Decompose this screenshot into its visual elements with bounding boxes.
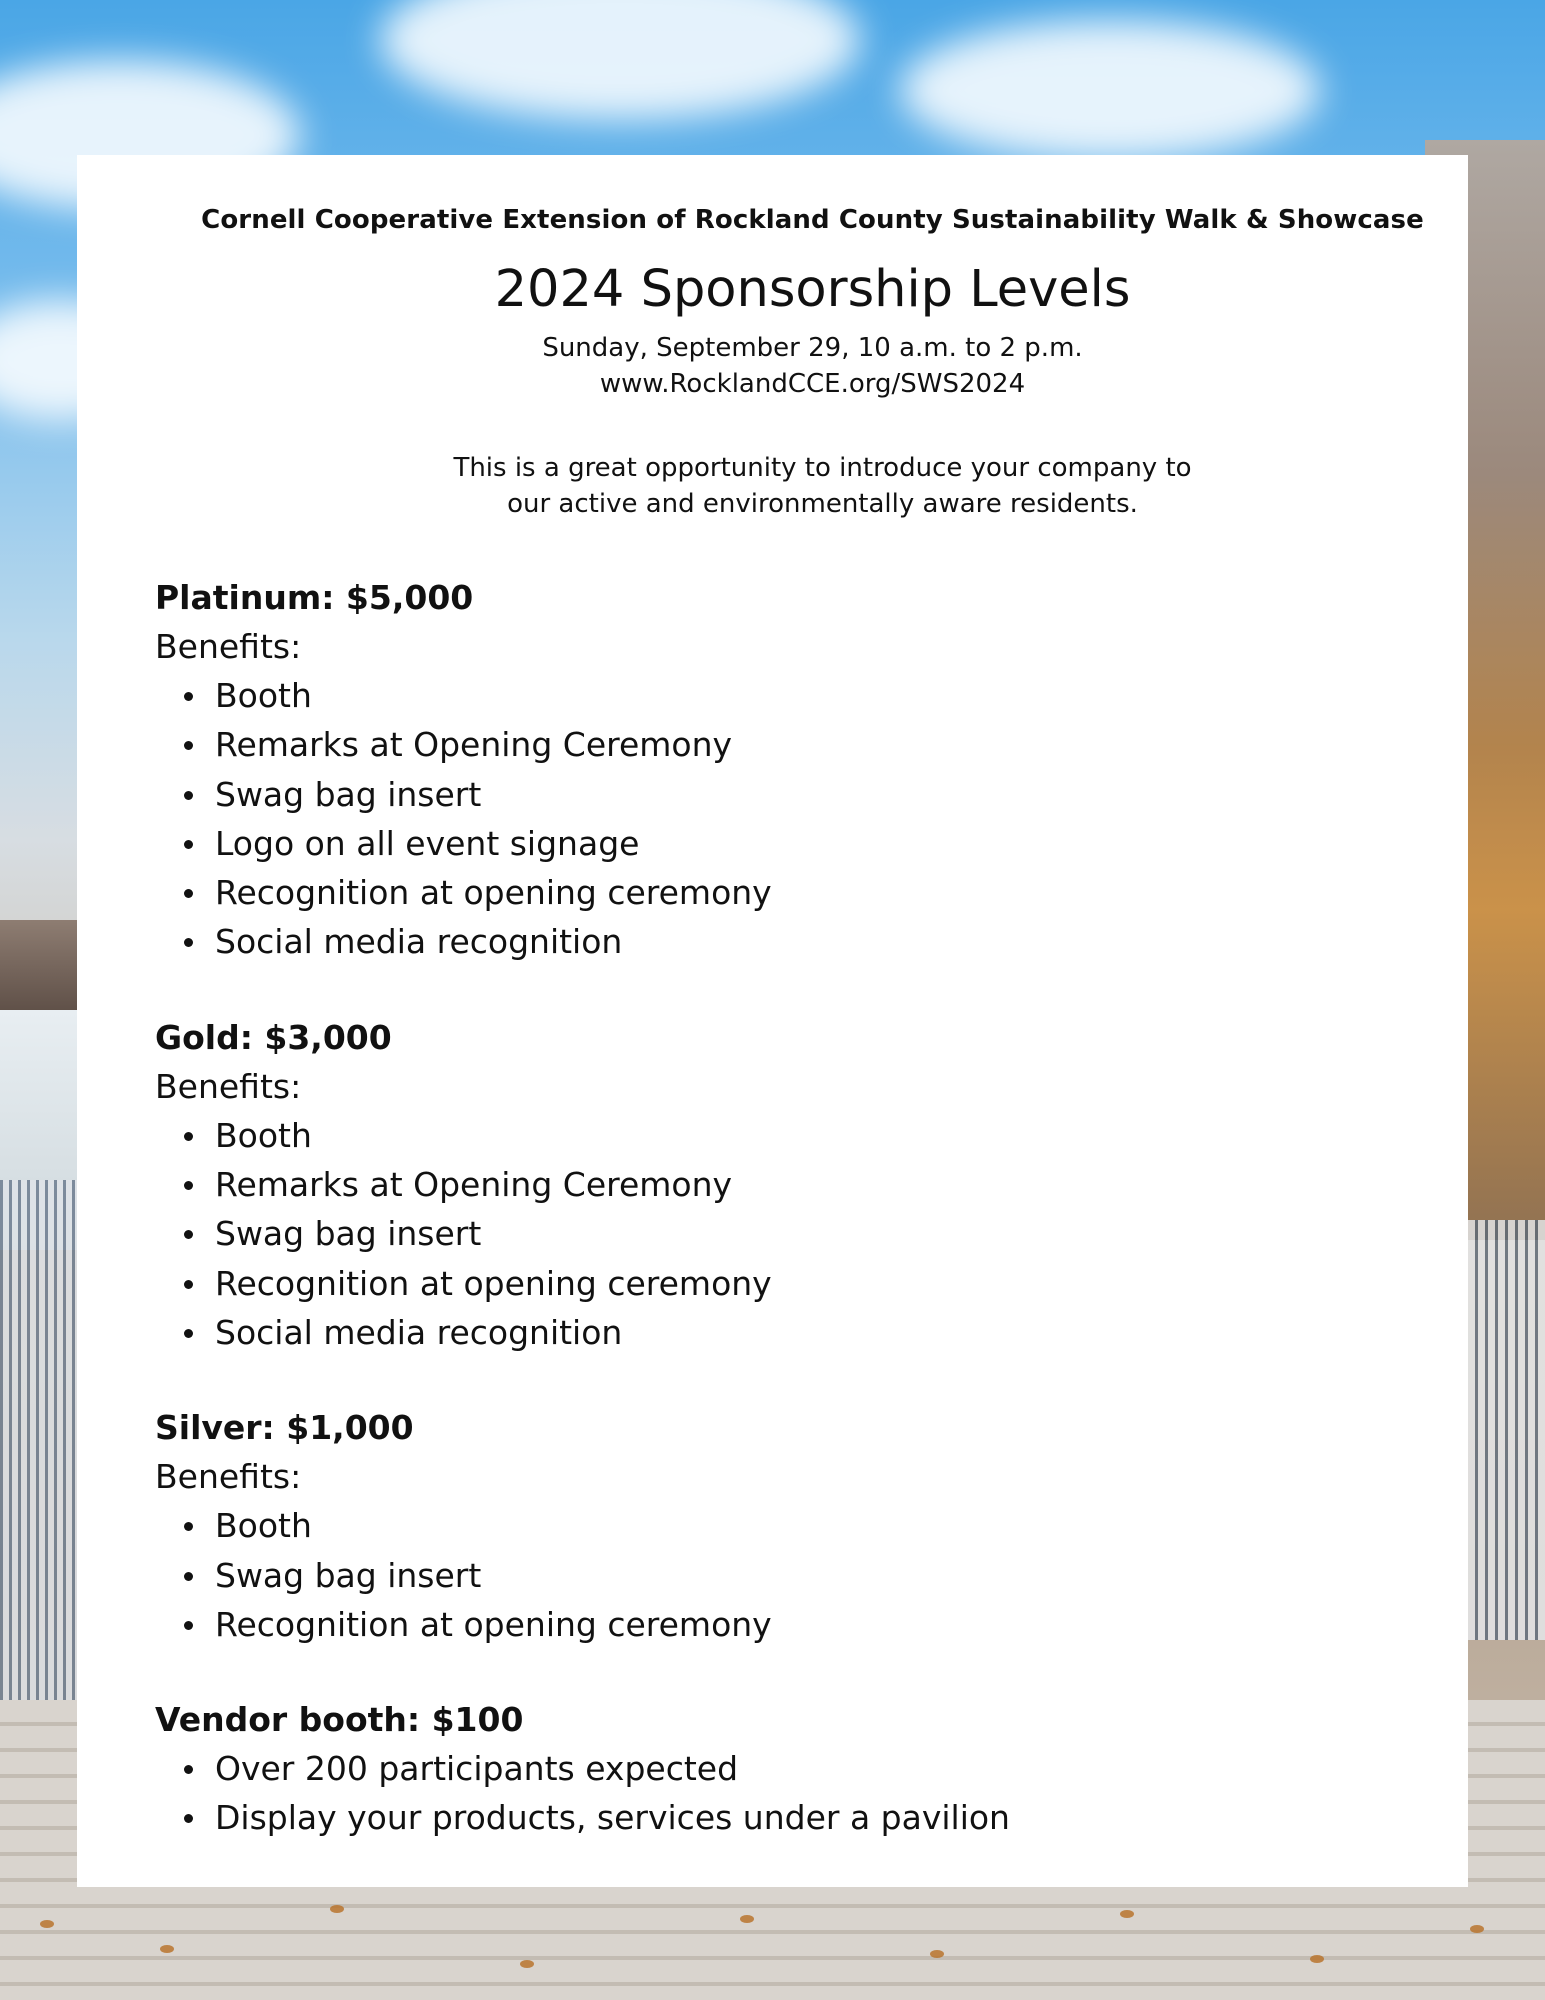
tier-heading: Silver: $1,000	[155, 1408, 414, 1448]
list-item: Booth	[215, 1111, 1405, 1160]
tier-vendor-booth	[155, 1695, 1405, 1843]
benefits-label: Benefits:	[155, 1457, 302, 1497]
benefits-list	[155, 1501, 1405, 1649]
list-item: Logo on all event signage	[215, 819, 1405, 868]
list-item: Over 200 participants expected	[215, 1744, 1405, 1793]
intro-line-1: This is a great opportunity to introduce your company to	[453, 453, 1192, 483]
list-item: Booth	[215, 671, 1405, 720]
benefits-label: Benefits:	[155, 1066, 302, 1106]
benefits-label: Benefits:	[155, 627, 302, 666]
list-item: Social media recognition	[215, 917, 1405, 966]
list-item: Display your products, services under a pavilion	[215, 1793, 1405, 1842]
intro-text	[77, 450, 1468, 522]
page-title: 2024 Sponsorship Levels	[494, 260, 1131, 319]
tier-heading: Gold: $3,000	[155, 1017, 392, 1057]
sponsorship-card	[77, 155, 1468, 1887]
event-date: Sunday, September 29, 10 a.m. to 2 p.m.	[542, 333, 1083, 363]
list-item: Swag bag insert	[215, 1209, 1405, 1258]
tier-silver	[155, 1403, 1405, 1649]
tier-heading: Platinum: $5,000	[155, 578, 474, 617]
benefits-list	[155, 1744, 1405, 1843]
benefits-list	[155, 1111, 1405, 1357]
list-item: Remarks at Opening Ceremony	[215, 720, 1405, 769]
organization-name: Cornell Cooperative Extension of Rockland County Sustainability Walk & Showcase	[201, 205, 1424, 235]
intro-line-2: our active and environmentally aware residents.	[507, 489, 1138, 519]
tier-gold	[155, 1013, 1405, 1357]
sponsorship-tiers	[155, 573, 1405, 1889]
list-item: Recognition at opening ceremony	[215, 1600, 1405, 1649]
tier-heading: Vendor booth: $100	[155, 1700, 524, 1740]
benefits-list	[155, 671, 1405, 967]
list-item: Booth	[215, 1501, 1405, 1550]
list-item: Social media recognition	[215, 1308, 1405, 1357]
list-item: Recognition at opening ceremony	[215, 1259, 1405, 1308]
list-item: Recognition at opening ceremony	[215, 868, 1405, 917]
event-url: www.RocklandCCE.org/SWS2024	[599, 369, 1026, 399]
list-item: Swag bag insert	[215, 1551, 1405, 1600]
list-item: Swag bag insert	[215, 770, 1405, 819]
tier-platinum	[155, 573, 1405, 967]
list-item: Remarks at Opening Ceremony	[215, 1160, 1405, 1209]
